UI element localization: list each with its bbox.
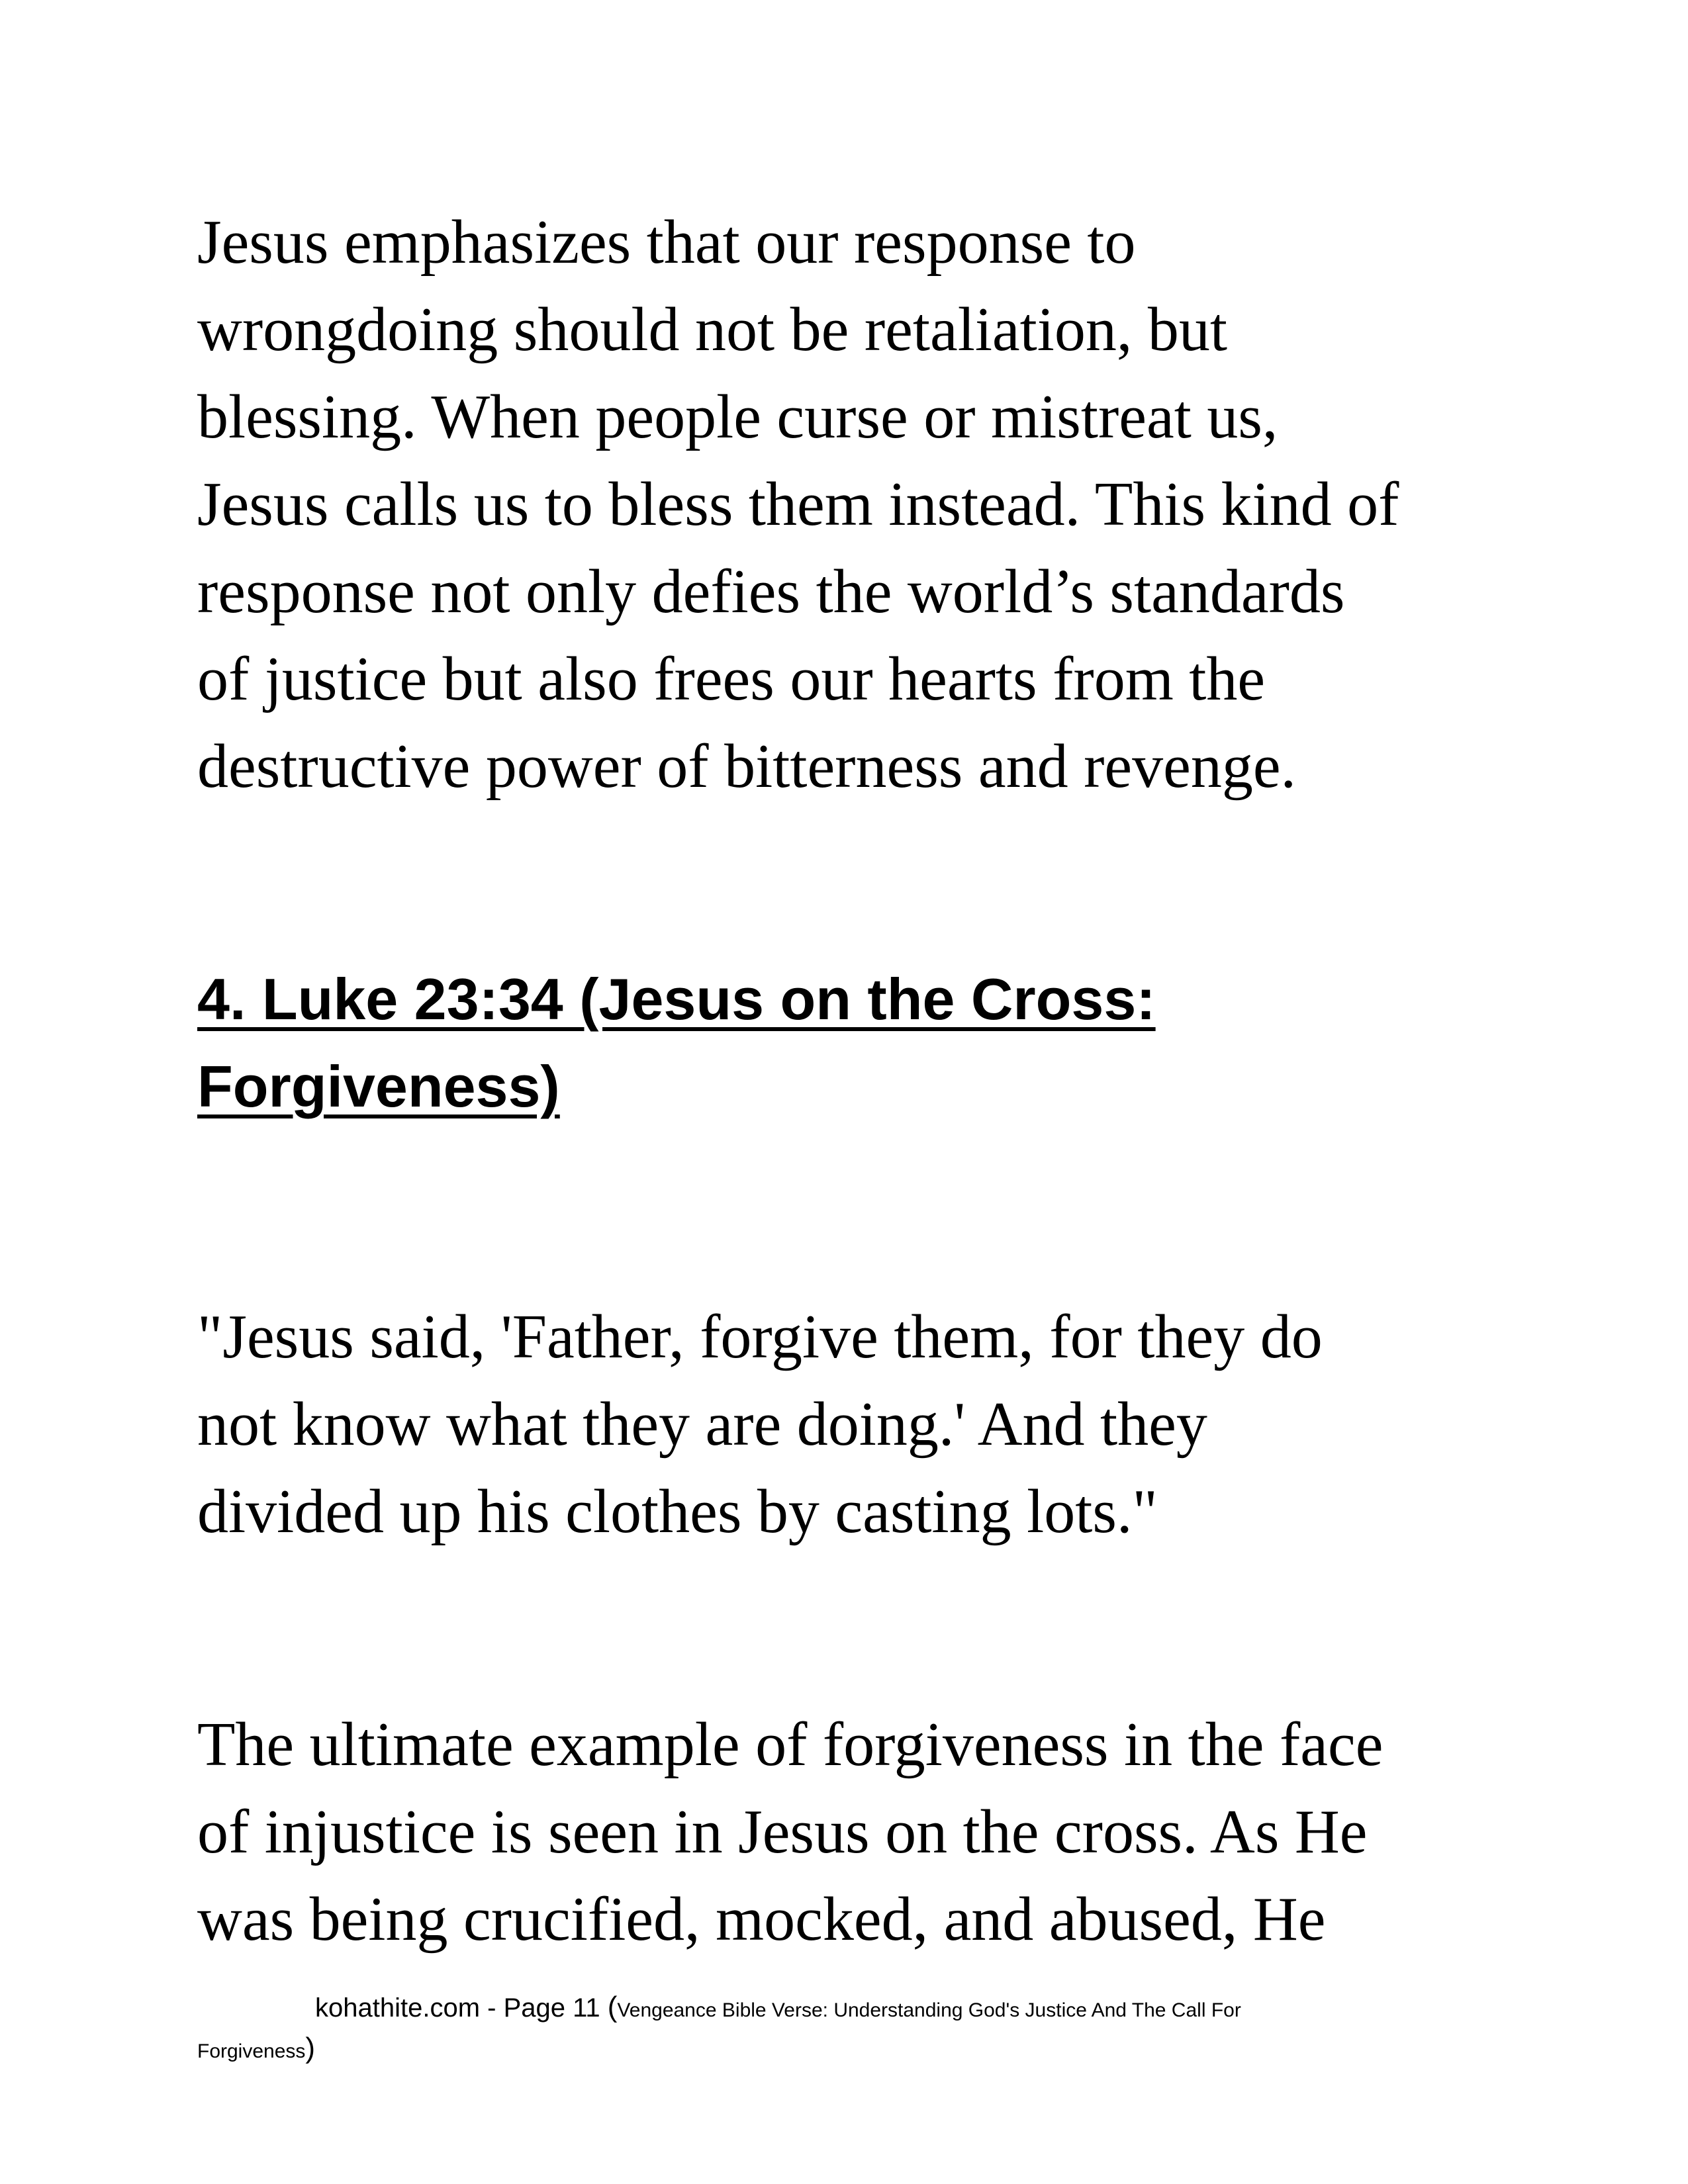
quote-line: "Jesus said, 'Father, forgive them, for they do: [197, 1302, 1323, 1371]
paragraph-line: blessing. When people curse or mistreat us,: [197, 383, 1278, 451]
paragraph-line: Jesus emphasizes that our response to: [197, 208, 1136, 277]
paragraph-line: Jesus calls us to bless them instead. This kind of: [197, 470, 1399, 539]
section-heading: [197, 956, 1521, 1130]
paragraph-1: [197, 199, 1521, 810]
scripture-quote: [197, 1293, 1521, 1555]
heading-line: 4. Luke 23:34 (Jesus on the Cross:: [197, 966, 1156, 1032]
quote-line: divided up his clothes by casting lots.": [197, 1477, 1158, 1546]
paragraph-line: of justice but also frees our hearts from the: [197, 645, 1266, 713]
paragraph-line: The ultimate example of forgiveness in the face: [197, 1710, 1383, 1779]
heading-line: Forgiveness): [197, 1054, 560, 1119]
paragraph-line: response not only defies the world’s standards: [197, 557, 1345, 626]
footer-open-paren: (: [607, 1991, 618, 2023]
footer-site-page: kohathite.com - Page 11: [315, 1993, 608, 2023]
paragraph-2: [197, 1701, 1521, 1963]
quote-line: not know what they are doing.' And they: [197, 1390, 1207, 1459]
paragraph-line: was being crucified, mocked, and abused, He: [197, 1885, 1326, 1954]
paragraph-line: destructive power of bitterness and revenge.: [197, 732, 1297, 801]
footer-title: Vengeance Bible Verse: Understanding God's Justice And The Call For: [617, 1999, 1241, 2021]
paragraph-line: wrongdoing should not be retaliation, but: [197, 295, 1228, 364]
paragraph-line: of injustice is seen in Jesus on the cross. As He: [197, 1797, 1368, 1866]
footer-title-continued: Forgiveness: [197, 2040, 306, 2062]
page-footer: [197, 1988, 1521, 2070]
footer-close-paren: ): [305, 2032, 316, 2064]
